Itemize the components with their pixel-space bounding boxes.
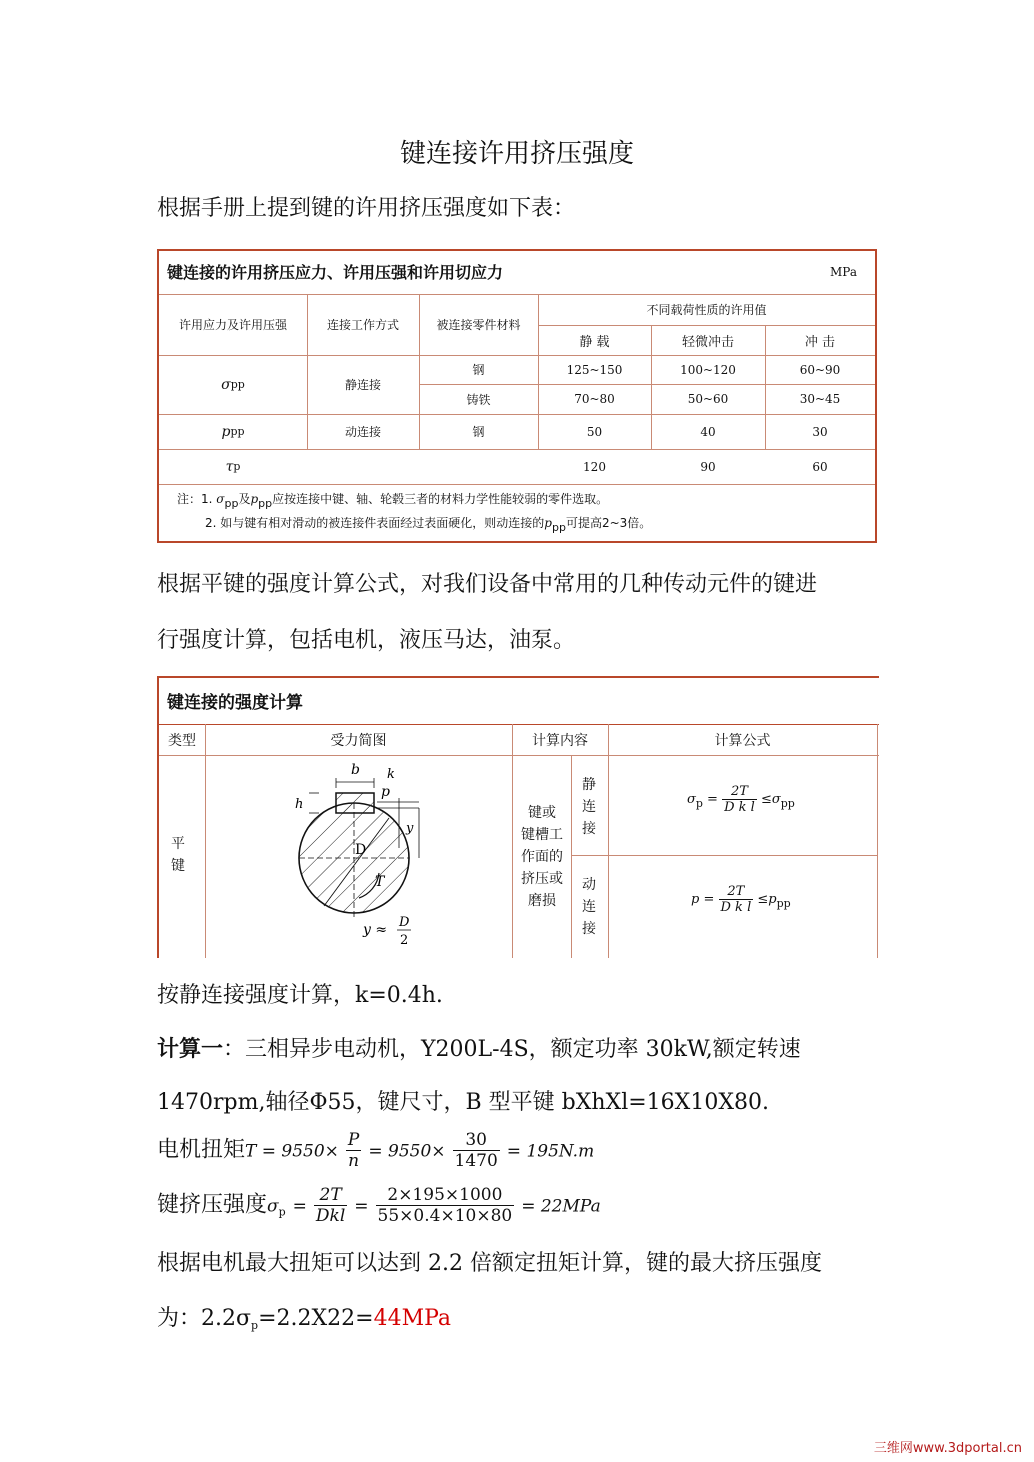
- cell-value: 50~60: [687, 392, 729, 406]
- page-title: 键连接许用挤压强度: [399, 139, 634, 169]
- cell-value: 60: [812, 459, 828, 474]
- cell-value: 50: [586, 424, 603, 439]
- max-stress-line-1: 根据电机最大扭矩可以达到 2.2 倍额定扭矩计算，键的最大挤压强度: [157, 1251, 822, 1276]
- cell-value: 30: [812, 424, 828, 439]
- symbol-p-pp: p pp: [221, 423, 245, 440]
- table1-title: 键连接的许用挤压应力、许用压强和许用切应力: [167, 263, 504, 282]
- calc1-line-1: 计算一：三相异步电动机，Y200L-4S，额定功率 30kW,额定转速: [157, 1036, 801, 1062]
- symbol-sigma-pp: σ pp: [221, 376, 245, 393]
- cell-value: 60~90: [799, 362, 841, 377]
- max-stress-line-2: 为：$2.2\sigma_p=2.2X22=44MPa$: [157, 1306, 452, 1332]
- mode-static: 静连接: [344, 378, 381, 392]
- diagram-approx-den: 2: [400, 933, 409, 948]
- paragraph-line: 根据平键的强度计算公式，对我们设备中常用的几种传动元件的键进: [157, 572, 818, 597]
- key-strength-table: [157, 676, 879, 958]
- type-flat-key: 平 键: [171, 836, 185, 874]
- table1-note-2: 2. 如与键有相对滑动的被连接件表面经过表面硬化，则动连接的ppp可提高2~3倍。: [205, 516, 652, 534]
- force-diagram: [259, 758, 499, 953]
- formula-static: $\sigma_p$ = $\frac{2T}{\text{D k l}}$ $\le\sigma_{pp}$: [687, 784, 795, 815]
- table2-title: 键连接的强度计算: [167, 693, 303, 713]
- diagram-approx-num: D: [399, 915, 410, 930]
- table1-header: [159, 251, 875, 295]
- header-light-impact: 轻微冲击: [681, 334, 734, 350]
- cell-value: 90: [700, 459, 716, 474]
- calc1-line-2: 1470rpm,轴径Φ55，键尺寸，B 型平键 bXhXl=16X10X80.: [157, 1090, 769, 1115]
- static-connection: 静 连 接: [582, 777, 596, 837]
- table1-note-1: 注：1. σpp及ppp应按连接中键、轴、轮毂三者的材料力学性能较弱的零件选取。: [177, 492, 609, 510]
- table1-unit: MPa: [830, 265, 857, 279]
- header-material: 被连接零件材料: [436, 318, 521, 332]
- material-cast-iron: 铸铁: [466, 392, 491, 407]
- formula-dynamic: p = $\frac{2T}{\text{D k l}}$ $\le p_{pp}$: [691, 884, 791, 915]
- material-steel: 钢: [472, 425, 485, 439]
- cell-value: 30~45: [799, 392, 841, 406]
- diagram-label-t: T: [375, 874, 385, 890]
- stress-equation: 键挤压强度$\sigma_p$ = $\frac{2T}{\text{Dkl}}$ = $\frac{2\times 195\times 1000}{55\times 0.4\times 10\times 80}$ = 22MPa: [157, 1185, 601, 1226]
- material-steel: 钢: [472, 363, 485, 377]
- header-impact: 冲 击: [804, 334, 836, 350]
- static-note: 按静连接强度计算，k=0.4h.: [157, 983, 443, 1008]
- header-content: 计算内容: [532, 732, 588, 749]
- header-diagram: 受力简图: [330, 732, 387, 749]
- cell-value: 40: [700, 424, 716, 439]
- intro-text: 根据手册上提到键的许用挤压强度如下表：: [157, 196, 576, 221]
- header-formula: 计算公式: [714, 732, 771, 749]
- cell-value: 70~80: [574, 392, 615, 406]
- header-load-group: 不同载荷性质的许用值: [646, 303, 767, 317]
- diagram-label-b: b: [351, 762, 360, 778]
- content-description: 键或 键槽工 作面的 挤压或 磨损: [521, 805, 563, 909]
- diagram-approx: y ≈: [363, 922, 388, 938]
- symbol-tau-p: τ p: [225, 458, 241, 475]
- cell-value: 100~120: [680, 362, 736, 377]
- cell-value: 120: [583, 459, 606, 474]
- header-static-load: 静 载: [579, 334, 610, 350]
- torque-equation: 电机扭矩T = 9550× $\frac{P}{n}$ = 9550× $\frac{30}{1470}$ = 195N.m: [157, 1130, 595, 1171]
- header-allowable-stress: 许用应力及许用压强: [178, 318, 287, 332]
- diagram-label-h: h: [295, 797, 304, 812]
- dynamic-connection: 动 连 接: [582, 877, 596, 937]
- watermark: 三维网www.3dportal.cn: [873, 1441, 1022, 1456]
- header-work-mode: 连接工作方式: [326, 318, 399, 332]
- mode-dynamic: 动连接: [344, 425, 381, 439]
- diagram-label-p: p: [381, 784, 390, 800]
- header-type: 类型: [168, 732, 196, 749]
- diagram-label-y: y: [406, 821, 414, 836]
- paragraph-line: 行强度计算，包括电机，液压马达，油泵。: [157, 628, 576, 653]
- cell-value: 125~150: [566, 362, 623, 377]
- allowable-stress-table: [157, 249, 877, 543]
- diagram-label-d: D: [355, 842, 367, 858]
- diagram-label-k: k: [387, 767, 395, 782]
